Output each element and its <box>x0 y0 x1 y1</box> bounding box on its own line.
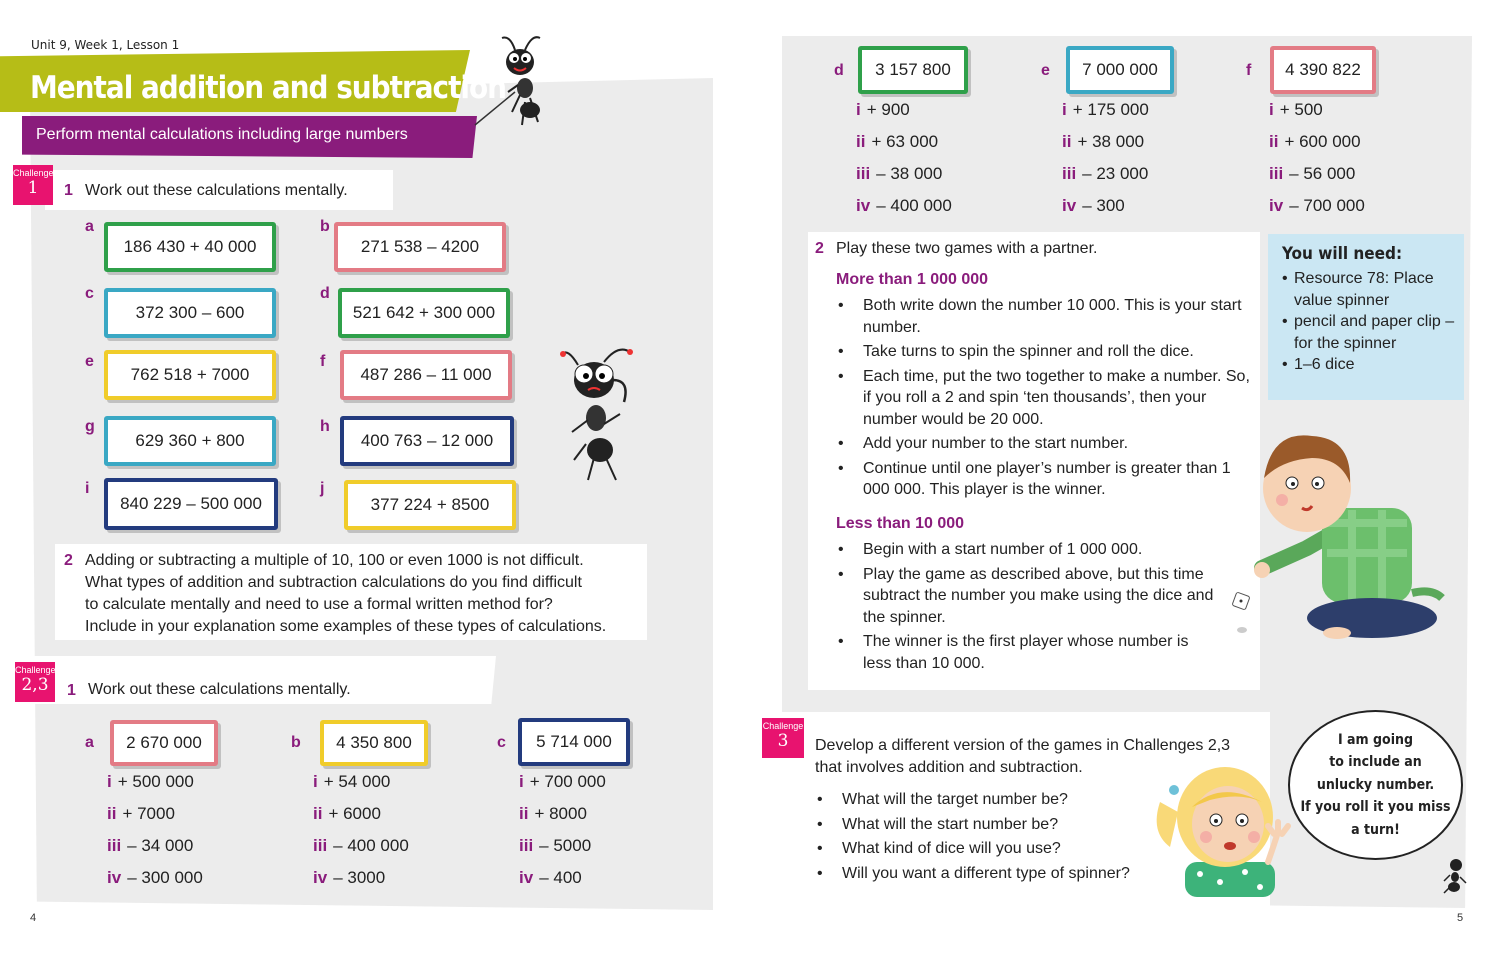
item-value: + 175 000 <box>1072 100 1149 119</box>
challenge23-badge-word: Challenges <box>15 665 61 675</box>
group-letter-e: e <box>1041 62 1050 79</box>
item-value: – 56 000 <box>1289 164 1356 183</box>
item-roman: ii <box>519 804 529 823</box>
calc-item <box>313 836 409 856</box>
item-roman: ii <box>1062 132 1072 151</box>
calc-item <box>1269 196 1365 216</box>
calc-box-g: 629 360 + 800 <box>104 416 276 466</box>
calc-item <box>519 804 587 824</box>
list-item: • Add your number to the start number. <box>836 433 1256 455</box>
ant-thinking-icon <box>558 340 648 490</box>
calc-item <box>856 164 942 184</box>
item-value: – 38 000 <box>876 164 943 183</box>
calc-item <box>313 804 381 824</box>
need-item: • Resource 78: Place value spinner <box>1282 268 1464 311</box>
item-value: – 300 <box>1082 196 1125 215</box>
item-roman: iv <box>313 868 328 887</box>
item-roman: iv <box>856 196 871 215</box>
start-box-b: 4 350 800 <box>320 720 428 766</box>
c1-q2-line: to calculate mentally and need to use a formal written method for? <box>85 596 553 613</box>
list-item: • Play the game as described above, but this time subtract the number you make using the dice and the spinner. <box>836 564 1216 629</box>
list-item: • Begin with a start number of 1 000 000. <box>836 539 1216 561</box>
box-letter-h: h <box>320 418 330 435</box>
item-value: + 38 000 <box>1077 132 1145 151</box>
item-value: + 6000 <box>328 804 381 823</box>
list-item: • Both write down the number 10 000. This is your start number. <box>836 295 1256 338</box>
item-roman: ii <box>313 804 323 823</box>
c1-q2-line: Adding or subtracting a multiple of 10, 100 or even 1000 is not difficult. <box>85 552 584 569</box>
c1-q2-line: What types of addition and subtraction calculations do you find difficult <box>85 574 582 591</box>
calc-item <box>107 772 194 792</box>
item-value: + 7000 <box>122 804 175 823</box>
item-value: – 5000 <box>539 836 592 855</box>
calc-item <box>1062 100 1149 120</box>
challenge3-line: that involves addition and subtraction. <box>815 759 1083 776</box>
item-roman: iv <box>107 868 122 887</box>
item-value: + 900 <box>866 100 910 119</box>
challenge3-badge-word: Challenge <box>762 721 804 731</box>
item-value: + 63 000 <box>871 132 939 151</box>
list-item: • Continue until one player’s number is greater than 1 000 000. This player is the winner. <box>836 458 1256 501</box>
page-title: Mental addition and subtraction <box>30 70 506 106</box>
challenge23-badge-num: 2,3 <box>21 675 49 695</box>
item-value: + 600 000 <box>1284 132 1361 151</box>
box-letter-f: f <box>320 353 326 370</box>
calc-box-d: 521 642 + 300 000 <box>338 288 510 338</box>
game1-title: More than 1 000 000 <box>836 271 989 288</box>
item-value: + 700 000 <box>529 772 606 791</box>
calc-item <box>313 868 385 888</box>
calc-item <box>1062 132 1144 152</box>
item-value: – 3000 <box>333 868 386 887</box>
box-letter-g: g <box>85 418 95 435</box>
start-box-d: 3 157 800 <box>858 46 968 94</box>
item-value: – 400 <box>539 868 582 887</box>
box-letter-j: j <box>320 480 325 497</box>
challenge1-badge-num: 1 <box>27 178 39 198</box>
calc-box-c: 372 300 – 600 <box>104 288 276 338</box>
item-roman: ii <box>107 804 117 823</box>
speech-line: I am going <box>1337 731 1414 748</box>
c1-q2-number: 2 <box>64 552 73 569</box>
game2-title: Less than 10 000 <box>836 515 965 532</box>
item-roman: iii <box>519 836 534 855</box>
box-letter-d: d <box>320 285 330 302</box>
speech-bubble <box>1288 710 1463 860</box>
start-box-f: 4 390 822 <box>1270 46 1376 94</box>
page-number-left: 4 <box>30 912 37 924</box>
calc-box-e: 762 518 + 7000 <box>104 350 276 400</box>
start-box-a: 2 670 000 <box>110 720 218 766</box>
calc-item <box>107 804 175 824</box>
list-item: • What will the target number be? <box>815 789 1175 811</box>
q2-text: Play these two games with a partner. <box>836 240 1098 257</box>
c1-q1-text: Work out these calculations mentally. <box>85 182 348 199</box>
c1-q1-number: 1 <box>64 182 73 199</box>
list-item: • Each time, put the two together to make a number. So, if you roll a 2 and spin ‘ten thousands’, then your number would be 20 000. <box>836 366 1256 431</box>
page-subtitle: Perform mental calculations including large numbers <box>36 126 408 143</box>
box-letter-i: i <box>85 480 90 497</box>
girl-waving-illustration <box>1150 762 1300 897</box>
calc-item <box>107 836 193 856</box>
item-value: + 54 000 <box>323 772 391 791</box>
item-roman: ii <box>1269 132 1279 151</box>
page-number-right: 5 <box>1457 912 1464 924</box>
item-value: – 34 000 <box>127 836 194 855</box>
need-list <box>1268 268 1464 376</box>
calc-box-i: 840 229 – 500 000 <box>104 478 278 530</box>
unit-label: Unit 9, Week 1, Lesson 1 <box>31 38 180 52</box>
you-will-need-title: You will need: <box>1282 244 1403 264</box>
group-letter-c: c <box>497 734 506 751</box>
calc-item <box>856 100 910 120</box>
item-value: – 300 000 <box>127 868 203 887</box>
item-roman: iii <box>1269 164 1284 183</box>
calc-item <box>519 836 591 856</box>
calc-item <box>1269 164 1355 184</box>
item-roman: iii <box>313 836 328 855</box>
box-letter-e: e <box>85 353 94 370</box>
calc-box-a: 186 430 + 40 000 <box>104 222 276 272</box>
calc-item <box>1062 164 1148 184</box>
item-roman: iii <box>856 164 871 183</box>
calc-box-f: 487 286 – 11 000 <box>340 350 512 400</box>
list-item: • Will you want a different type of spinner? <box>815 863 1175 885</box>
c1-q2-text <box>85 550 606 638</box>
calc-item <box>1269 100 1323 120</box>
item-roman: i <box>519 772 524 791</box>
challenge3-badge-num: 3 <box>777 731 789 751</box>
game1-list <box>836 295 1256 504</box>
challenge1-badge-word: Challenge <box>13 168 54 178</box>
list-item: • The winner is the first player whose number is less than 10 000. <box>836 631 1216 674</box>
item-value: – 700 000 <box>1289 196 1365 215</box>
list-item: • What kind of dice will you use? <box>815 838 1175 860</box>
calc-item <box>1062 196 1125 216</box>
calc-box-h: 400 763 – 12 000 <box>340 416 514 466</box>
calc-item <box>856 196 952 216</box>
item-value: – 400 000 <box>333 836 409 855</box>
calc-item <box>519 868 582 888</box>
box-letter-b: b <box>320 218 330 235</box>
speech-line: to include an <box>1329 754 1422 771</box>
boy-kneeling-illustration <box>1252 428 1452 642</box>
calc-item <box>107 868 203 888</box>
c23-q1-number: 1 <box>67 682 76 699</box>
item-roman: i <box>107 772 112 791</box>
list-item: • What will the start number be? <box>815 814 1175 836</box>
game2-list <box>836 539 1216 677</box>
calc-box-b: 271 538 – 4200 <box>334 222 506 272</box>
group-letter-f: f <box>1246 62 1252 79</box>
list-item: • Take turns to spin the spinner and roll the dice. <box>836 341 1256 363</box>
calc-item <box>519 772 606 792</box>
box-letter-a: a <box>85 218 94 235</box>
item-roman: ii <box>856 132 866 151</box>
item-roman: i <box>856 100 861 119</box>
calc-box-j: 377 224 + 8500 <box>344 480 516 530</box>
group-letter-b: b <box>291 734 301 751</box>
item-value: + 500 <box>1279 100 1323 119</box>
challenge3-badge <box>762 718 804 758</box>
need-item: • pencil and paper clip – for the spinner <box>1282 311 1464 354</box>
item-value: – 23 000 <box>1082 164 1149 183</box>
challenge1-badge <box>13 165 53 205</box>
item-roman: iii <box>1062 164 1077 183</box>
challenge3-line: Develop a different version of the games in Challenges 2,3 <box>815 737 1231 754</box>
start-box-c: 5 714 000 <box>518 718 630 766</box>
speech-line: If you roll it you miss <box>1300 799 1451 816</box>
calc-item <box>1269 132 1361 152</box>
item-roman: iv <box>1062 196 1077 215</box>
need-item: • 1–6 dice <box>1282 354 1464 376</box>
challenge3-list <box>815 789 1175 887</box>
calc-item <box>313 772 390 792</box>
ant-small-icon <box>1440 855 1470 895</box>
speech-line: unlucky number. <box>1316 776 1435 793</box>
calc-item <box>856 132 938 152</box>
item-roman: i <box>313 772 318 791</box>
item-roman: i <box>1062 100 1067 119</box>
challenge23-badge <box>15 662 61 702</box>
item-roman: iii <box>107 836 122 855</box>
start-box-e: 7 000 000 <box>1066 46 1174 94</box>
item-value: – 400 000 <box>876 196 952 215</box>
c23-q1-text: Work out these calculations mentally. <box>88 681 351 698</box>
item-value: + 500 000 <box>117 772 194 791</box>
c1-q2-line: Include in your explanation some examples of these types of calculations. <box>85 618 607 635</box>
group-letter-a: a <box>85 734 94 751</box>
item-roman: iv <box>1269 196 1284 215</box>
item-value: + 8000 <box>534 804 587 823</box>
box-letter-c: c <box>85 285 94 302</box>
you-will-need-box <box>1268 234 1464 400</box>
item-roman: iv <box>519 868 534 887</box>
ant-mascot-icon <box>470 30 570 130</box>
speech-line: a turn! <box>1351 821 1400 838</box>
item-roman: i <box>1269 100 1274 119</box>
group-letter-d: d <box>834 62 844 79</box>
die-icon <box>1232 592 1250 636</box>
q2-number: 2 <box>815 240 824 257</box>
